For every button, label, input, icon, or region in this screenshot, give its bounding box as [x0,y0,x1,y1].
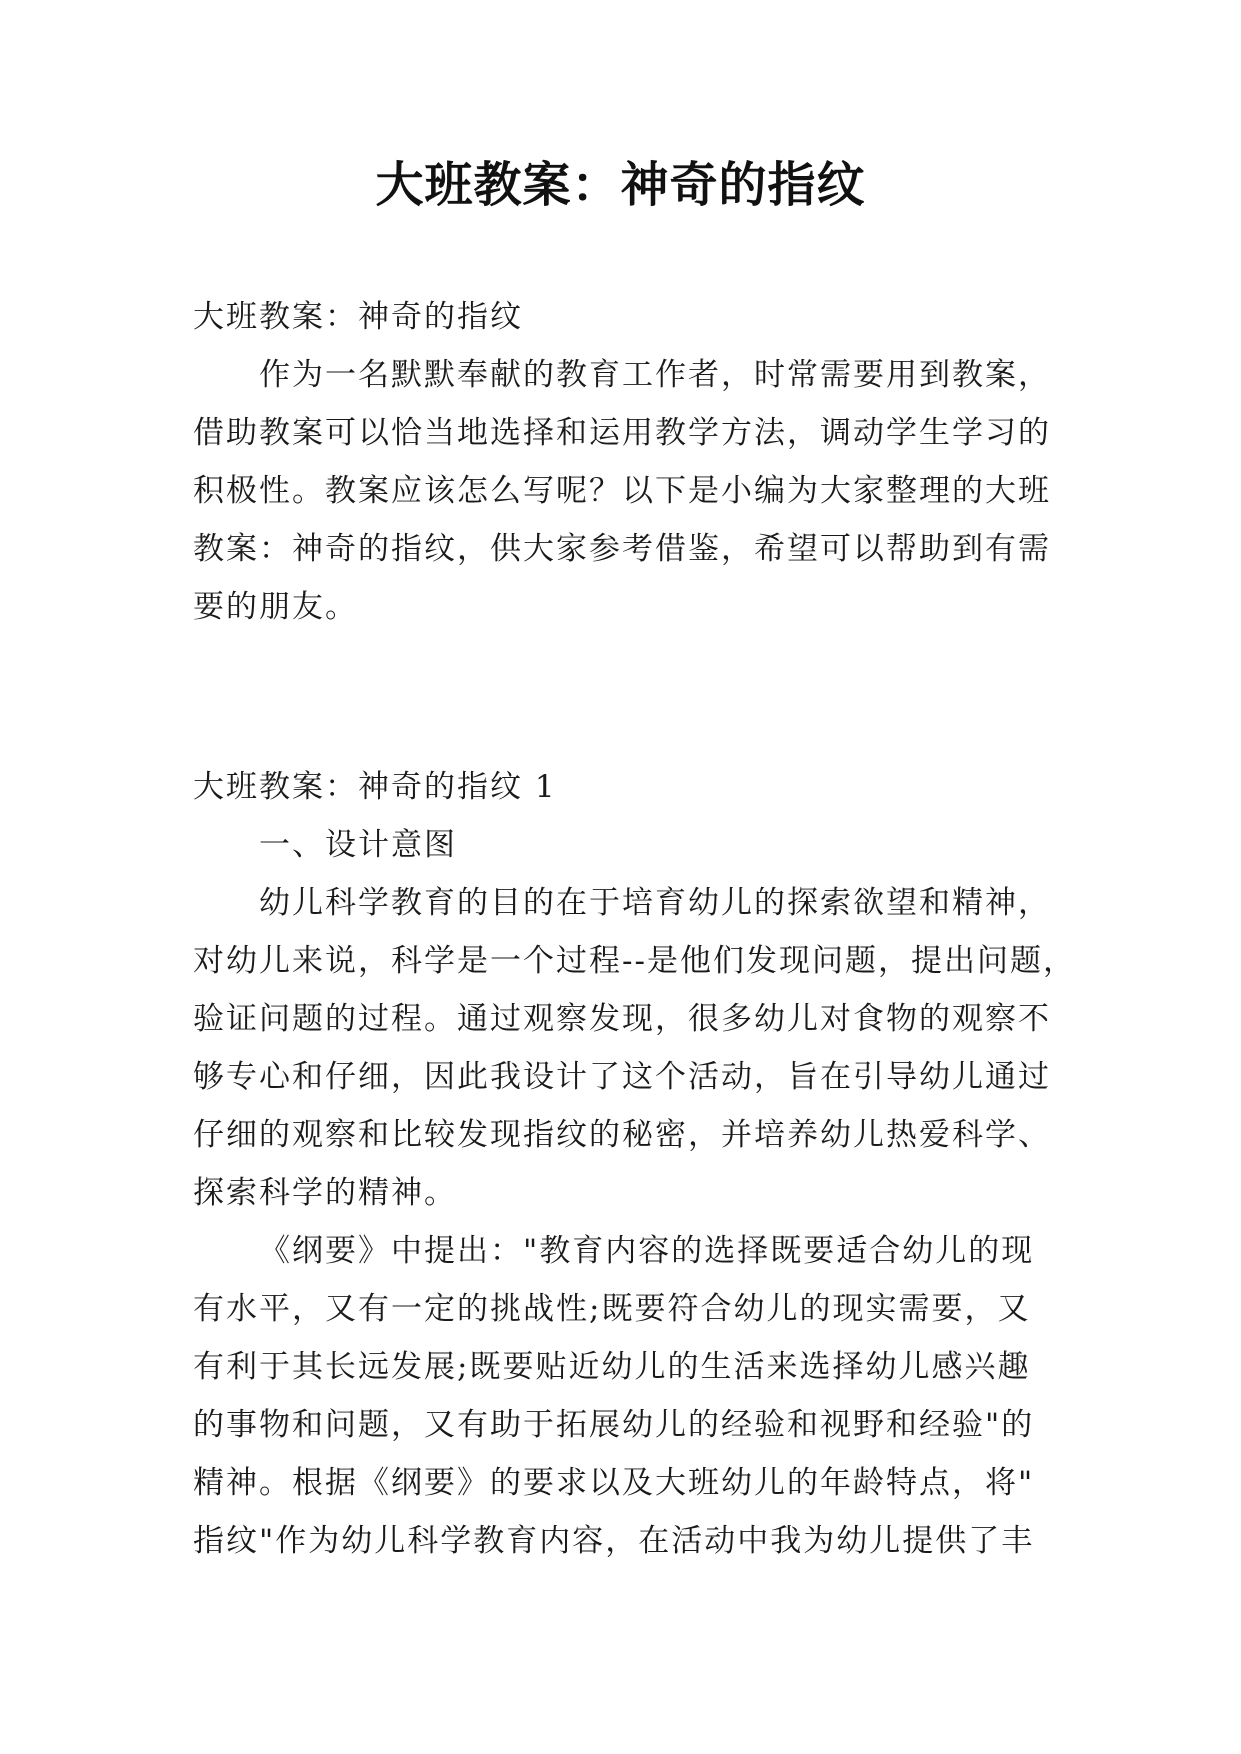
outline-quote-paragraph [193,1222,1073,1570]
text-line: 有利于其长远发展;既要贴近幼儿的生活来选择幼儿感兴趣 [193,1349,1031,1385]
text-line: 的事物和问题，又有助于拓展幼儿的经验和视野和经验"的 [193,1407,1035,1443]
text-line: 积极性。教案应该怎么写呢？以下是小编为大家整理的大班 [193,473,1051,509]
text-line: 教案：神奇的指纹，供大家参考借鉴，希望可以帮助到有需 [193,531,1051,567]
text-line: 要的朋友。 [193,589,358,625]
text-line: 仔细的观察和比较发现指纹的秘密，并培养幼儿热爱科学、 [193,1117,1051,1153]
intro-heading: 大班教案：神奇的指纹 [193,299,523,335]
intro-section [193,288,1073,636]
text-line: 验证问题的过程。通过观察发现，很多幼儿对食物的观察不 [193,1001,1051,1037]
page-title: 大班教案：神奇的指纹 [375,157,866,213]
text-line: 幼儿科学教育的目的在于培育幼儿的探索欲望和精神， [259,885,1051,921]
text-line: 《纲要》中提出："教育内容的选择既要适合幼儿的现 [259,1233,1035,1269]
text-line: 够专心和仔细，因此我设计了这个活动，旨在引导幼儿通过 [193,1059,1051,1095]
text-line: 有水平，又有一定的挑战性;既要符合幼儿的现实需要，又 [193,1291,1031,1327]
design-intent-paragraph [193,874,1076,1222]
text-line: 指纹"作为幼儿科学教育内容，在活动中我为幼儿提供了丰 [193,1523,1035,1559]
section-1 [193,758,1076,1570]
intro-paragraph [193,346,1073,636]
section-heading: 大班教案：神奇的指纹 1 [193,769,557,805]
text-line: 对幼儿来说，科学是一个过程--是他们发现问题，提出问题， [193,943,1076,979]
section-subheading: 一、设计意图 [259,827,457,863]
text-line: 作为一名默默奉献的教育工作者，时常需要用到教案， [259,357,1051,393]
text-line: 探索科学的精神。 [193,1175,457,1211]
text-line: 借助教案可以恰当地选择和运用教学方法，调动学生学习的 [193,415,1051,451]
text-line: 精神。根据《纲要》的要求以及大班幼儿的年龄特点，将" [193,1465,1035,1501]
